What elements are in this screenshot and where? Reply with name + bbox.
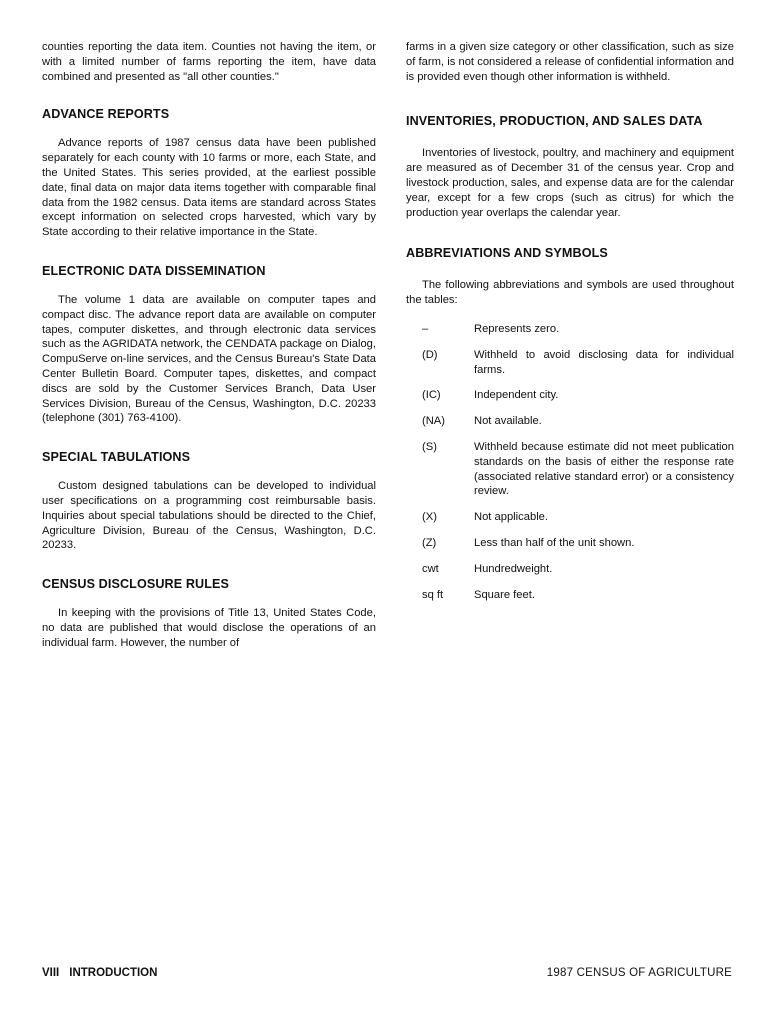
abbreviation-definition: Independent city. bbox=[474, 389, 559, 402]
publication-title: 1987 CENSUS OF AGRICULTURE bbox=[546, 967, 732, 979]
abbreviation-symbol: (D) bbox=[422, 348, 438, 361]
page-footer-left bbox=[42, 966, 157, 980]
abbreviation-definition: Square feet. bbox=[474, 588, 535, 601]
abbreviation-row bbox=[406, 414, 734, 429]
abbreviation-symbol: sq ft bbox=[422, 588, 444, 601]
abbreviation-definition: Withheld to avoid disclosing data for individual farms. bbox=[474, 348, 734, 376]
abbreviation-row bbox=[406, 588, 734, 603]
continuation-paragraph: farms in a given size category or other classification, such as size of farm, is not considered a release of confidential information and is provided even though other information is withheld. bbox=[406, 41, 734, 83]
left-column bbox=[42, 40, 376, 651]
special-tabulations-text: Custom designed tabulations can be developed to individual user specifications on a programming cost reimbursable basis. Inquiries about special tabulations should be directed to the Chief, Agriculture Division, Bureau of the Census, Washington, D.C. 20233. bbox=[42, 480, 376, 552]
abbreviation-definition: Not available. bbox=[474, 415, 542, 428]
page-number: VIII bbox=[42, 967, 60, 979]
abbreviations-heading: ABBREVIATIONS AND SYMBOLS bbox=[406, 246, 608, 261]
right-column bbox=[406, 40, 734, 602]
abbreviation-definition: Not applicable. bbox=[474, 511, 549, 524]
abbreviation-row bbox=[406, 562, 734, 577]
abbreviation-row bbox=[406, 536, 734, 551]
abbreviation-definition: Less than half of the unit shown. bbox=[474, 536, 635, 549]
intro-paragraph: counties reporting the data item. Counties not having the item, or with a limited number of farms reporting the item, have data combined and presented as "all other counties." bbox=[42, 41, 376, 83]
abbreviation-symbol: cwt bbox=[422, 562, 439, 575]
abbreviation-symbol: (S) bbox=[422, 440, 437, 453]
abbreviation-row bbox=[406, 322, 734, 337]
advance-reports-text: Advance reports of 1987 census data have been published separately for each county with 10 farms or more, each State, and the United States. This series provided, at the earliest possible date, final data on major data items together with comparable final data from the 1982 census. Data items are standard across States except information on selected crops harvested, which vary by State according to their relative importance in the State. bbox=[42, 137, 376, 239]
abbreviation-definition: Hundredweight. bbox=[474, 562, 553, 575]
abbreviations-list bbox=[406, 322, 734, 602]
inventories-text: Inventories of livestock, poultry, and machinery and equipment are measured as of December 31 of the census year. Crop and livestock production, sales, and expense data are for the calendar year, except for a few crops (such as citrus) for which the production year overlaps the calendar year. bbox=[406, 147, 734, 219]
section-title: INTRODUCTION bbox=[69, 967, 158, 979]
abbreviation-row bbox=[406, 440, 734, 499]
abbreviation-symbol: – bbox=[422, 322, 429, 335]
advance-reports-heading: ADVANCE REPORTS bbox=[42, 107, 170, 122]
abbreviation-definition: Withheld because estimate did not meet publication standards on the basis of either the response rate (associated relative standard error) or a consistency review. bbox=[474, 440, 734, 498]
abbreviation-row bbox=[406, 510, 734, 525]
electronic-dissemination-text: The volume 1 data are available on computer tapes and compact disc. The advance report data are available on computer tapes, computer diskettes, and through electronic data services such as the AGRIDATA network, the CENDATA package on Dialog, CompuServe on-line services, and the Census Bureau's State Data Center Bulletin Board. Computer tapes, diskettes, and compact discs are sold by the Customer Services Branch, Data User Services Division, Bureau of the Census, Washington, D.C. 20233 (telephone (301) 763-4100). bbox=[42, 293, 376, 425]
abbreviation-symbol: (IC) bbox=[422, 389, 441, 402]
inventories-heading: INVENTORIES, PRODUCTION, AND SALES DATA bbox=[406, 114, 703, 129]
abbreviation-symbol: (NA) bbox=[422, 415, 445, 428]
abbreviation-row bbox=[406, 348, 734, 378]
abbreviation-definition: Represents zero. bbox=[474, 322, 560, 335]
electronic-dissemination-heading: ELECTRONIC DATA DISSEMINATION bbox=[42, 263, 266, 278]
disclosure-rules-text: In keeping with the provisions of Title 13, United States Code, no data are published that would disclose the operations of an individual farm. However, the number of bbox=[42, 607, 376, 649]
abbreviation-row bbox=[406, 388, 734, 403]
special-tabulations-heading: SPECIAL TABULATIONS bbox=[42, 450, 191, 465]
abbreviation-symbol: (Z) bbox=[422, 536, 437, 549]
abbreviations-intro: The following abbreviations and symbols are used throughout the tables: bbox=[406, 279, 734, 307]
abbreviation-symbol: (X) bbox=[422, 511, 437, 524]
disclosure-rules-heading: CENSUS DISCLOSURE RULES bbox=[42, 577, 230, 592]
